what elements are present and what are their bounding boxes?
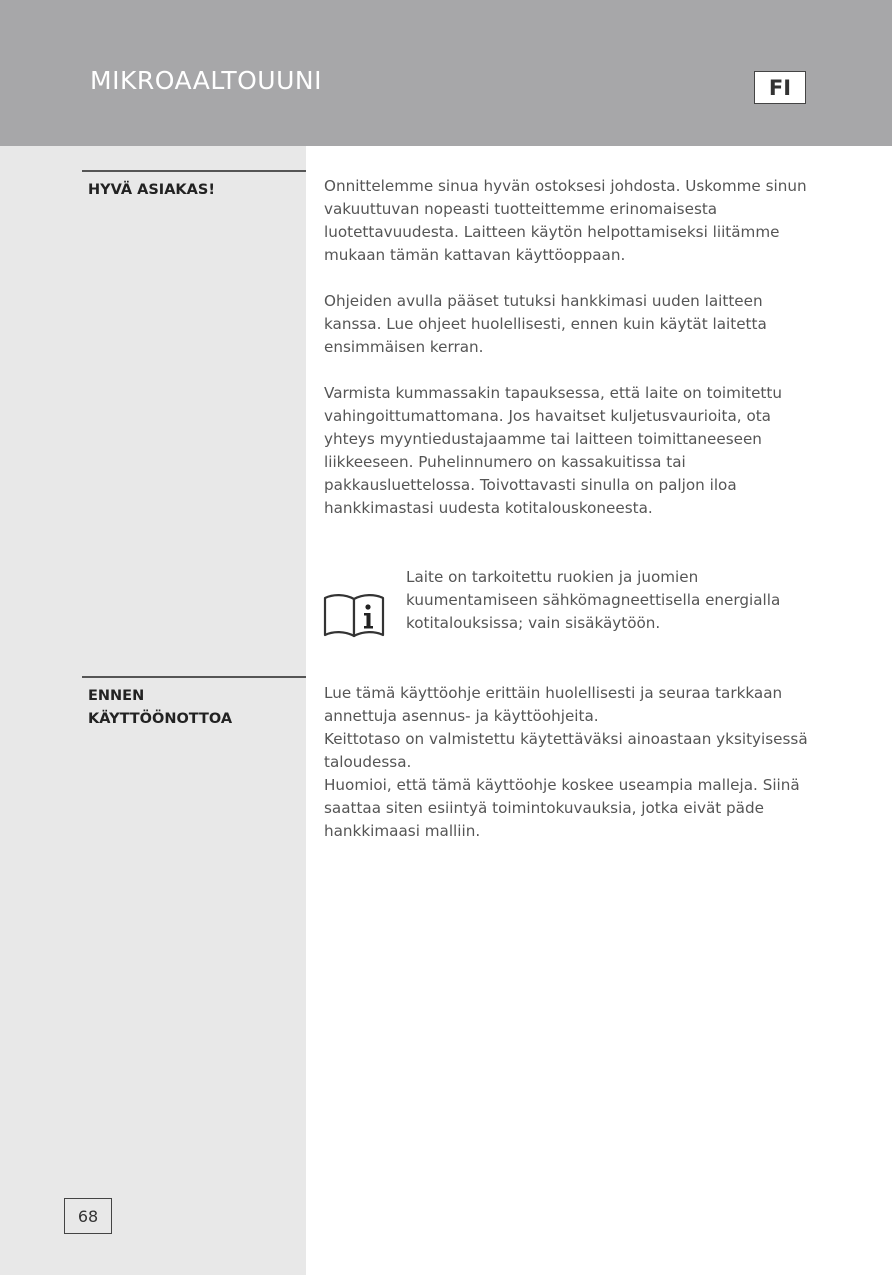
- language-badge: FI: [754, 71, 806, 104]
- section-label-dear-customer: HYVÄ ASIAKAS!: [82, 170, 306, 202]
- note-text: Laite on tarkoitettu ruokien ja juomien kuumentamiseen sähkömagneettisella energialla kotitalouksissa; vain sisäkäytöön.: [406, 568, 781, 632]
- text-line: Huomioi, että tämä käyttöohje koskee useampia malleja. Siinä saattaa siten esiintyä toimintokuvauksia, jotka eivät päde hankkimaasi malliin.: [324, 776, 800, 840]
- text-line: Lue tämä käyttöohje erittäin huolellisesti ja seuraa tarkkaan annettuja asennus- ja käyttöohjeita.: [324, 684, 783, 725]
- paragraph: Onnittelemme sinua hyvän ostoksesi johdosta. Uskomme sinun vakuuttuvan nopeasti tuotteittemme erinomaisesta luotettavuudesta. Laitteen käytön helpottamiseksi liitämme mukaan tämän kattavan käyttöoppaan.: [324, 177, 807, 264]
- paragraph: Ohjeiden avulla pääset tutuksi hankkimasi uuden laitteen kanssa. Lue ohjeet huolellisesti, ennen kuin käytät laitetta ensimmäisen kerran.: [324, 292, 767, 356]
- paragraph: Varmista kummassakin tapauksessa, että laite on toimitettu vahingoittumattomana. Jos havaitset kuljetusvaurioita, ota yhteys myyntiedustajaamme tai laitteen toimittaneeseen liikkeeseen. Puhelinnumero on kassakuitissa tai pakkausluettelossa. Toivottavasti sinulla on paljon iloa hankkimastasi uudesta kotitalouskoneesta.: [324, 384, 782, 517]
- text-line: Keittotaso on valmistettu käytettäväksi ainoastaan yksityisessä taloudessa.: [324, 730, 808, 771]
- page-header: [0, 0, 892, 146]
- section-body-dear-customer: [324, 175, 824, 543]
- label-line: KÄYTTÖÖNOTTOA: [88, 711, 233, 727]
- section-label-before-use: [82, 676, 306, 731]
- section-body-before-use: [324, 682, 824, 843]
- manual-info-icon: [323, 592, 385, 638]
- page-number: 68: [64, 1198, 112, 1234]
- label-line: ENNEN: [88, 688, 145, 704]
- document-title: MIKROAALTOUUNI: [90, 66, 322, 95]
